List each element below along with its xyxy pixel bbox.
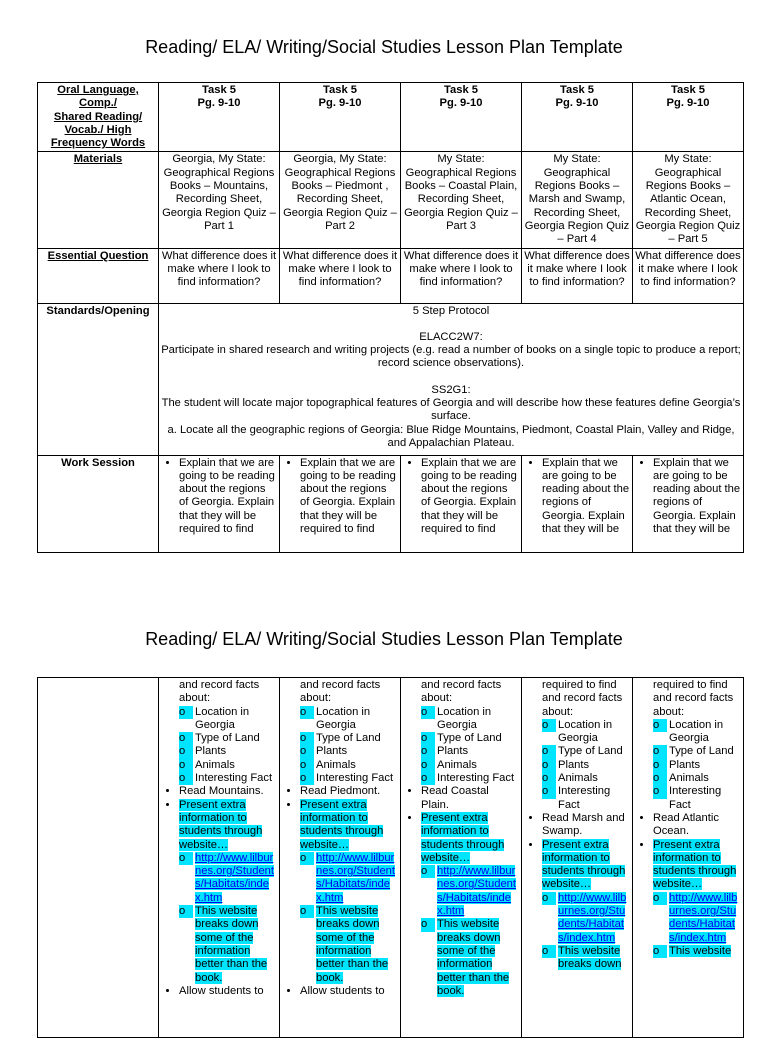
list-item: • Present extra information to students through website… o http://www.lilburnes.org/Students/Habitats/index.htm o This website breaks down some of the information better than the book. [179, 799, 277, 985]
list-item: o Interesting Fact [653, 785, 722, 811]
lead-text: and record facts about: [421, 679, 502, 705]
work-session-continued-row [38, 678, 744, 1038]
task-header: Task 5 Pg. 9-10 [633, 83, 744, 152]
list-item: o Location in Georgia [300, 705, 371, 731]
list-item: o Type of Land [421, 732, 502, 745]
task-header: Task 5 Pg. 9-10 [522, 83, 633, 152]
list-item: • Read Marsh and Swamp. [542, 812, 630, 839]
standards-label: Standards/Opening [38, 303, 159, 455]
standard-text: a. Locate all the geographic regions of Georgia: Blue Ridge Mountains, Piedmont, Coastal Plain, Valley and Ridge, and Appalachian Plateau. [167, 423, 735, 449]
materials-cell: My State: Geographical Regions Books – Coastal Plain, Recording Sheet, Georgia Region Quiz – Part 3 [401, 152, 522, 248]
list-item: o Animals [542, 772, 598, 785]
standard-text: The student will locate major topographical features of Georgia and will describe how these features define Georgia’s surface. [161, 397, 741, 423]
materials-cell: Georgia, My State: Geographical Regions Books – Mountains, Recording Sheet, Georgia Region Quiz – Part 1 [159, 152, 280, 248]
list-item: • Allow students to [179, 985, 277, 998]
list-item: o http://www.lilburnes.org/Students/Habitats/index.htm [542, 891, 627, 944]
row-label-empty [38, 678, 159, 1038]
work-session-cell [401, 455, 522, 552]
standard-code: SS2G1: [431, 383, 471, 396]
lead-text: and record facts about: [179, 679, 260, 705]
essential-question-cell: What difference does it make where I look to find information? [280, 248, 401, 303]
list-item: o http://www.lilburnes.org/Students/Habitats/index.htm [421, 865, 516, 918]
list-item: o Location in Georgia [542, 718, 613, 745]
materials-cell: My State: Geographical Regions Books – Atlantic Ocean, Recording Sheet, Georgia Region Quiz – Part 5 [633, 152, 744, 248]
work-session-row [38, 455, 744, 552]
essential-question-cell: What difference does it make where I look to find information? [522, 248, 633, 303]
lesson-plan-table [37, 82, 744, 553]
work-session-cell [159, 455, 280, 552]
lesson-plan-table-continued [37, 677, 744, 1038]
task-header: Task 5 Pg. 9-10 [159, 83, 280, 152]
task-header: Task 5 Pg. 9-10 [401, 83, 522, 152]
list-item: o This website [653, 944, 732, 957]
list-item: o http://www.lilburnes.org/Students/Habitats/index.htm [179, 851, 274, 904]
list-item: o Animals [179, 758, 235, 771]
website-link[interactable]: http://www.lilburnes.org/Students/Habitats/index.htm [558, 891, 627, 944]
standard-code: ELACC2W7: [419, 330, 483, 343]
work-session-cell [159, 678, 280, 1038]
work-session-cell [633, 678, 744, 1038]
website-link[interactable]: http://www.lilburnes.org/Students/Habitats/index.htm [316, 851, 395, 904]
list-item: o Location in Georgia [179, 705, 250, 731]
essential-question-cell: What difference does it make where I look to find information? [159, 248, 280, 303]
list-item: • Read Atlantic Ocean. [653, 812, 741, 839]
list-item: o This website breaks down some of the information better than the book. [421, 918, 510, 997]
list-item: • Explain that we are going to be reading about the regions of Georgia. Explain that they will be [653, 457, 741, 537]
list-item: o Interesting Fact [421, 772, 515, 785]
list-item: o Plants [179, 745, 227, 758]
list-item: o Animals [653, 772, 709, 785]
list-item: o Plants [421, 745, 469, 758]
standards-row [38, 303, 744, 455]
materials-row [38, 152, 744, 248]
essential-question-cell: What difference does it make where I look to find information? [401, 248, 522, 303]
list-item: o Type of Land [542, 745, 623, 758]
list-item: o This website breaks down [542, 944, 622, 971]
list-item: o Location in Georgia [653, 718, 724, 745]
page-title: Reading/ ELA/ Writing/Social Studies Lesson Plan Template [145, 629, 623, 649]
list-item: • Read Mountains. [179, 785, 277, 798]
list-item: o Type of Land [179, 732, 260, 745]
list-item: o This website breaks down some of the information better than the book. [300, 905, 389, 984]
oral-language-label: Oral Language, Comp./ Shared Reading/ Vocab./ High Frequency Words [38, 83, 159, 152]
list-item: • Read Coastal Plain. [421, 785, 519, 812]
list-item: • Explain that we are going to be reading about the regions of Georgia. Explain that they will be required to find [300, 457, 398, 537]
list-item: o Plants [542, 758, 590, 771]
lead-text: and record facts about: [300, 679, 381, 705]
list-item: • Present extra information to students through website… o http://www.lilburnes.org/Students/Habitats/index.htm o This website breaks down [542, 839, 630, 972]
list-item: • Explain that we are going to be reading about the regions of Georgia. Explain that they will be required to find [179, 457, 277, 537]
work-session-cell [522, 455, 633, 552]
standards-cell [159, 303, 744, 455]
list-item: • Explain that we are going to be reading about the regions of Georgia. Explain that they will be required to find [421, 457, 519, 537]
materials-label: Materials [38, 152, 159, 248]
work-session-label: Work Session [38, 455, 159, 552]
work-session-cell [280, 455, 401, 552]
list-item: o Type of Land [653, 745, 734, 758]
task-header-row [38, 83, 744, 152]
list-item: • Present extra information to students through website… o http://www.lilburnes.org/Students/Habitats/index.htm o This website [653, 839, 741, 959]
list-item: • Explain that we are going to be reading about the regions of Georgia. Explain that they will be [542, 457, 630, 537]
list-item: o Animals [421, 758, 477, 771]
lead-text: required to find and record facts about: [653, 679, 734, 718]
materials-cell: My State: Geographical Regions Books – Marsh and Swamp, Recording Sheet, Georgia Region Quiz – Part 4 [522, 152, 633, 248]
list-item: • Read Piedmont. [300, 785, 398, 798]
website-link[interactable]: http://www.lilburnes.org/Students/Habitats/index.htm [437, 865, 516, 918]
materials-cell: Georgia, My State: Geographical Regions Books – Piedmont , Recording Sheet, Georgia Region Quiz – Part 2 [280, 152, 401, 248]
task-header: Task 5 Pg. 9-10 [280, 83, 401, 152]
page-title: Reading/ ELA/ Writing/Social Studies Lesson Plan Template [145, 37, 623, 57]
list-item: • Present extra information to students through website… o http://www.lilburnes.org/Students/Habitats/index.htm o This website breaks down some of the information better than the book. [300, 799, 398, 985]
protocol-text: 5 Step Protocol [412, 304, 490, 317]
list-item: o Plants [653, 758, 701, 771]
list-item: o This website breaks down some of the information better than the book. [179, 905, 268, 984]
list-item: o Plants [300, 745, 348, 758]
list-item: o Interesting Fact [179, 772, 273, 785]
list-item: • Present extra information to students through website… o http://www.lilburnes.org/Students/Habitats/index.htm o This website breaks down some of the information better than the book. [421, 812, 519, 998]
lead-text: required to find and record facts about: [542, 679, 623, 718]
work-session-cell [633, 455, 744, 552]
list-item: o http://www.lilburnes.org/Students/Habitats/index.htm [653, 891, 738, 944]
website-link[interactable]: http://www.lilburnes.org/Students/Habitats/index.htm [669, 891, 738, 944]
essential-question-label: Essential Question [38, 248, 159, 303]
list-item: o Interesting Fact [300, 772, 394, 785]
list-item: o Interesting Fact [542, 785, 611, 811]
standard-text: Participate in shared research and writing projects (e.g. read a number of books on a single topic to produce a report; record science observations). [161, 344, 741, 370]
essential-question-row [38, 248, 744, 303]
work-session-cell [280, 678, 401, 1038]
list-item: o Type of Land [300, 732, 381, 745]
essential-question-cell: What difference does it make where I look to find information? [633, 248, 744, 303]
work-session-cell [522, 678, 633, 1038]
list-item: o Animals [300, 758, 356, 771]
list-item: • Allow students to [300, 985, 398, 998]
list-item: o Location in Georgia [421, 705, 492, 731]
list-item: o http://www.lilburnes.org/Students/Habitats/index.htm [300, 851, 395, 904]
website-link[interactable]: http://www.lilburnes.org/Students/Habitats/index.htm [195, 851, 274, 904]
work-session-cell [401, 678, 522, 1038]
